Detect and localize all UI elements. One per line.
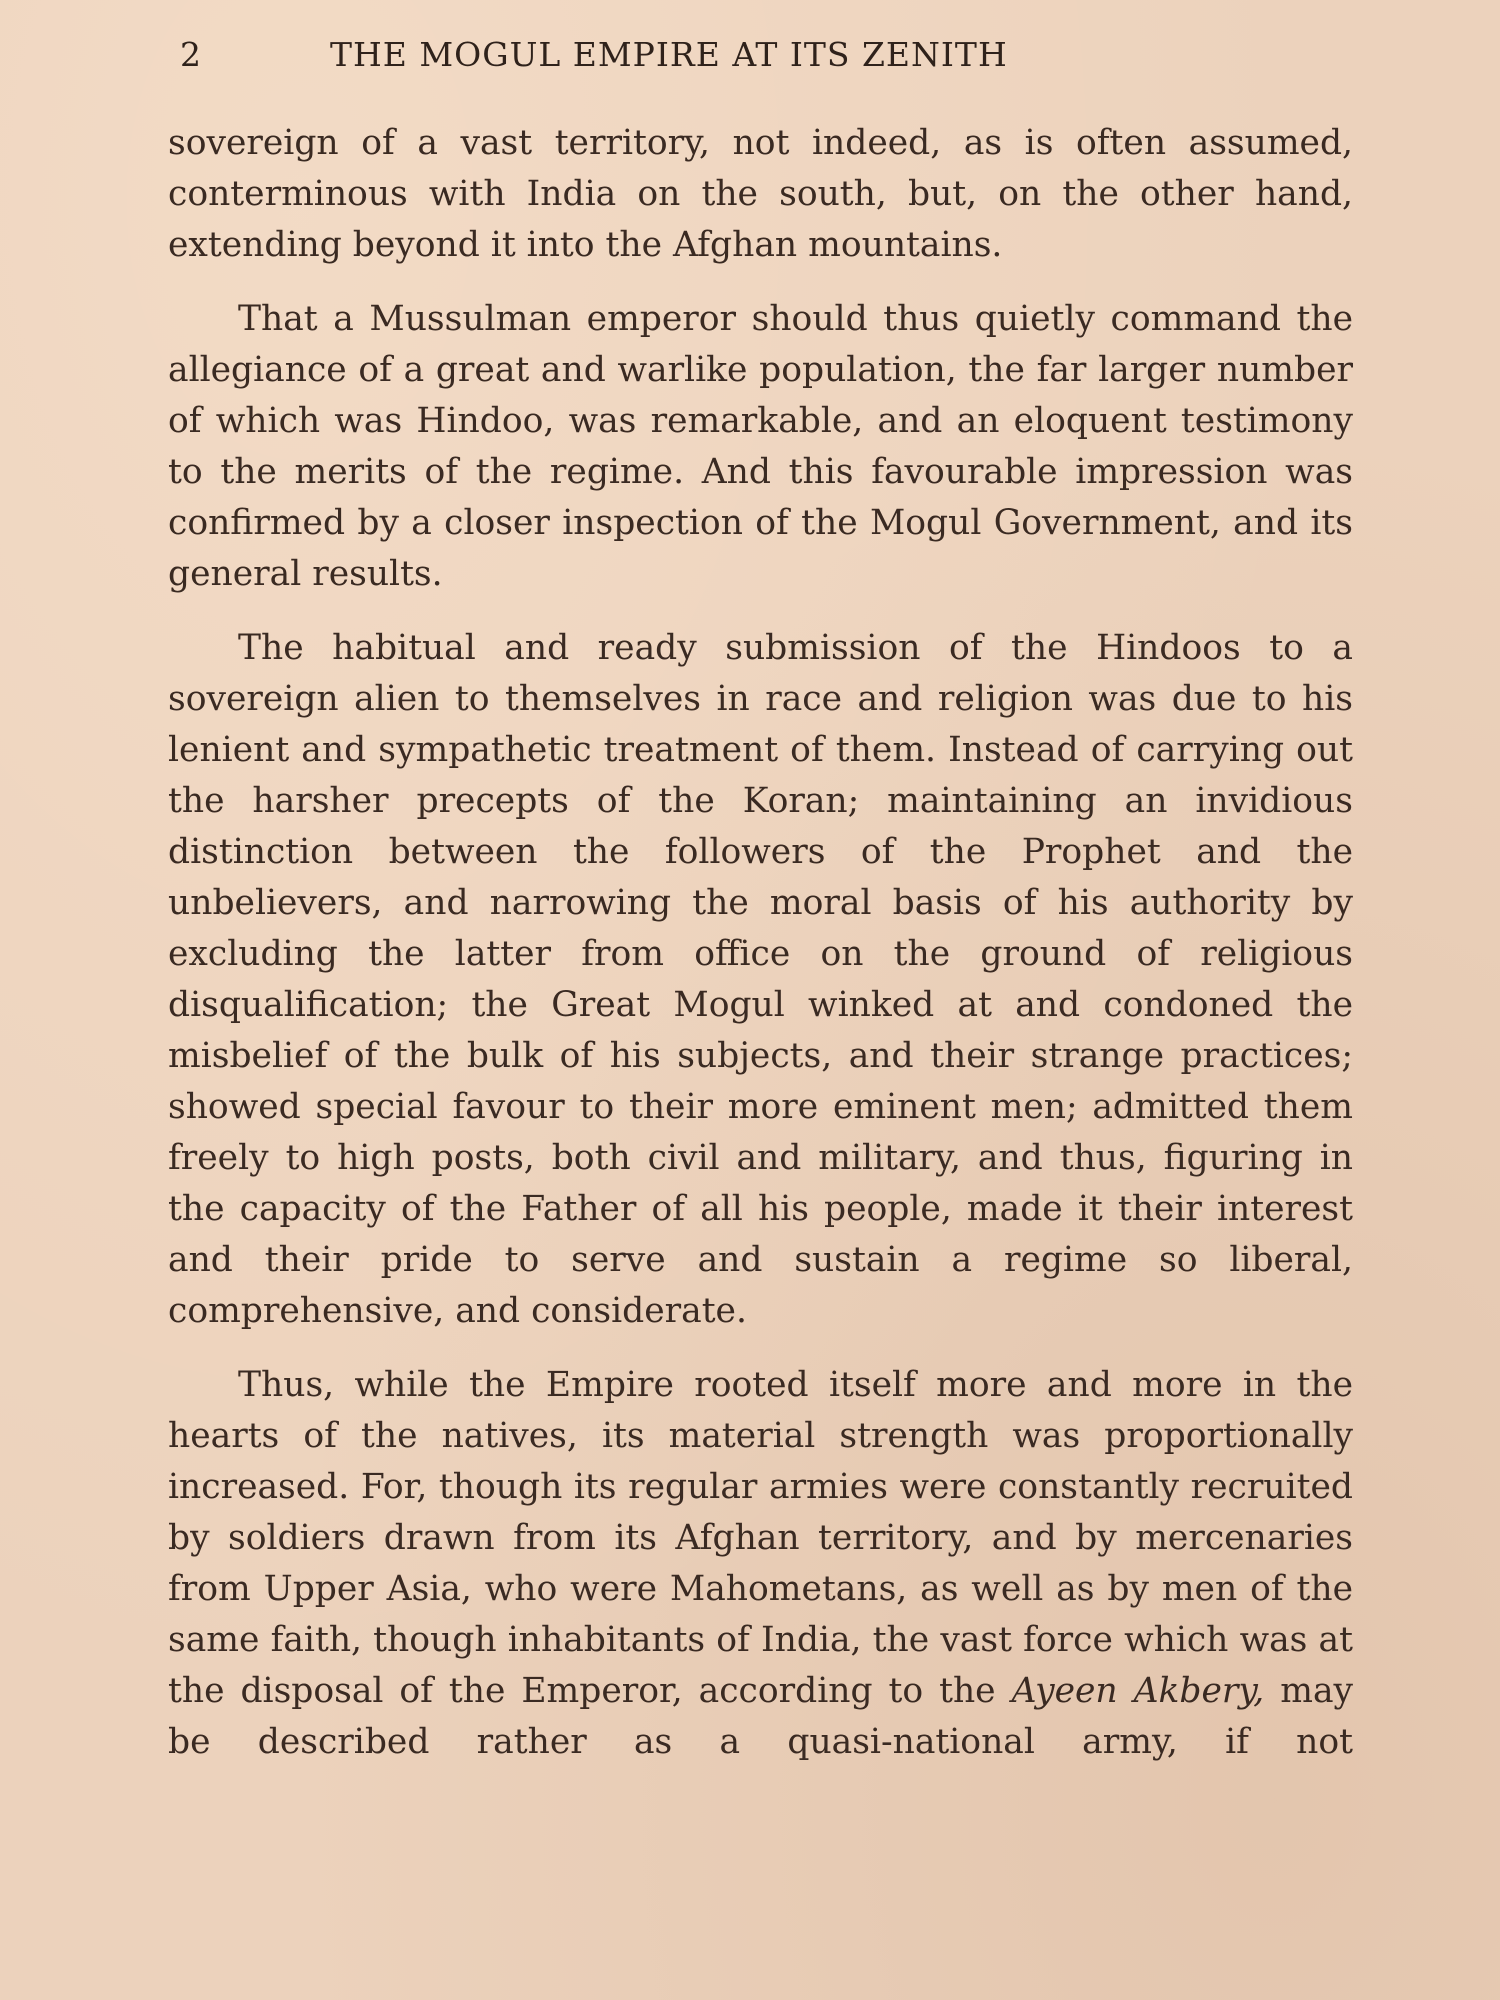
running-title: THE MOGUL EMPIRE AT ITS ZENITH bbox=[330, 35, 1008, 74]
page-number: 2 bbox=[180, 35, 202, 74]
paragraph-4 bbox=[168, 1360, 1353, 1768]
body-text bbox=[168, 118, 1353, 1791]
paragraph-1: sovereign of a vast territory, not indeed, as is often assumed, conterminous with India on the south, but, on the other hand, extending beyond it into the Afghan mountains. bbox=[168, 123, 1353, 265]
paragraph-4-text-a: Thus, while the Empire rooted itself more and more in the hearts of the natives, its material strength was proportionally increased. For, though its regular armies were constantly recruited by soldiers drawn from its Afghan territory, and by mercenaries from Upper Asia, who were Mahometans, as well as by men of the same faith, though inhabitants of India, the vast force which was at the disposal of the Emperor, according to the bbox=[168, 1365, 1353, 1711]
paragraph-3: The habitual and ready submission of the Hindoos to a sovereign alien to themselves in race and religion was due to his lenient and sympathetic treatment of them. Instead of carrying out the harsher precepts of the Koran; maintaining an invidious distinction between the followers of the Prophet and the unbelievers, and narrowing the moral basis of his authority by excluding the latter from office on the ground of religious disqualification; the Great Mogul winked at and condoned the misbelief of the bulk of his subjects, and their strange practices; showed special favour to their more eminent men; admitted them freely to high posts, both civil and military, and thus, figuring in the capacity of the Father of all his people, made it their interest and their pride to serve and sustain a regime so liberal, comprehensive, and considerate. bbox=[168, 628, 1353, 1331]
paragraph-4-text-b: may be described rather as a quasi-national army, if not bbox=[168, 1671, 1354, 1762]
paragraph-2: That a Mussulman emperor should thus quietly command the allegiance of a great and warlike population, the far larger number of which was Hindoo, was remarkable, and an eloquent testimony to the merits of the regime. And this favourable impression was confirmed by a closer inspection of the Mogul Government, and its general results. bbox=[168, 299, 1353, 594]
book-title-italic: Ayeen Akbery, bbox=[1011, 1671, 1265, 1711]
running-head bbox=[180, 30, 1210, 80]
